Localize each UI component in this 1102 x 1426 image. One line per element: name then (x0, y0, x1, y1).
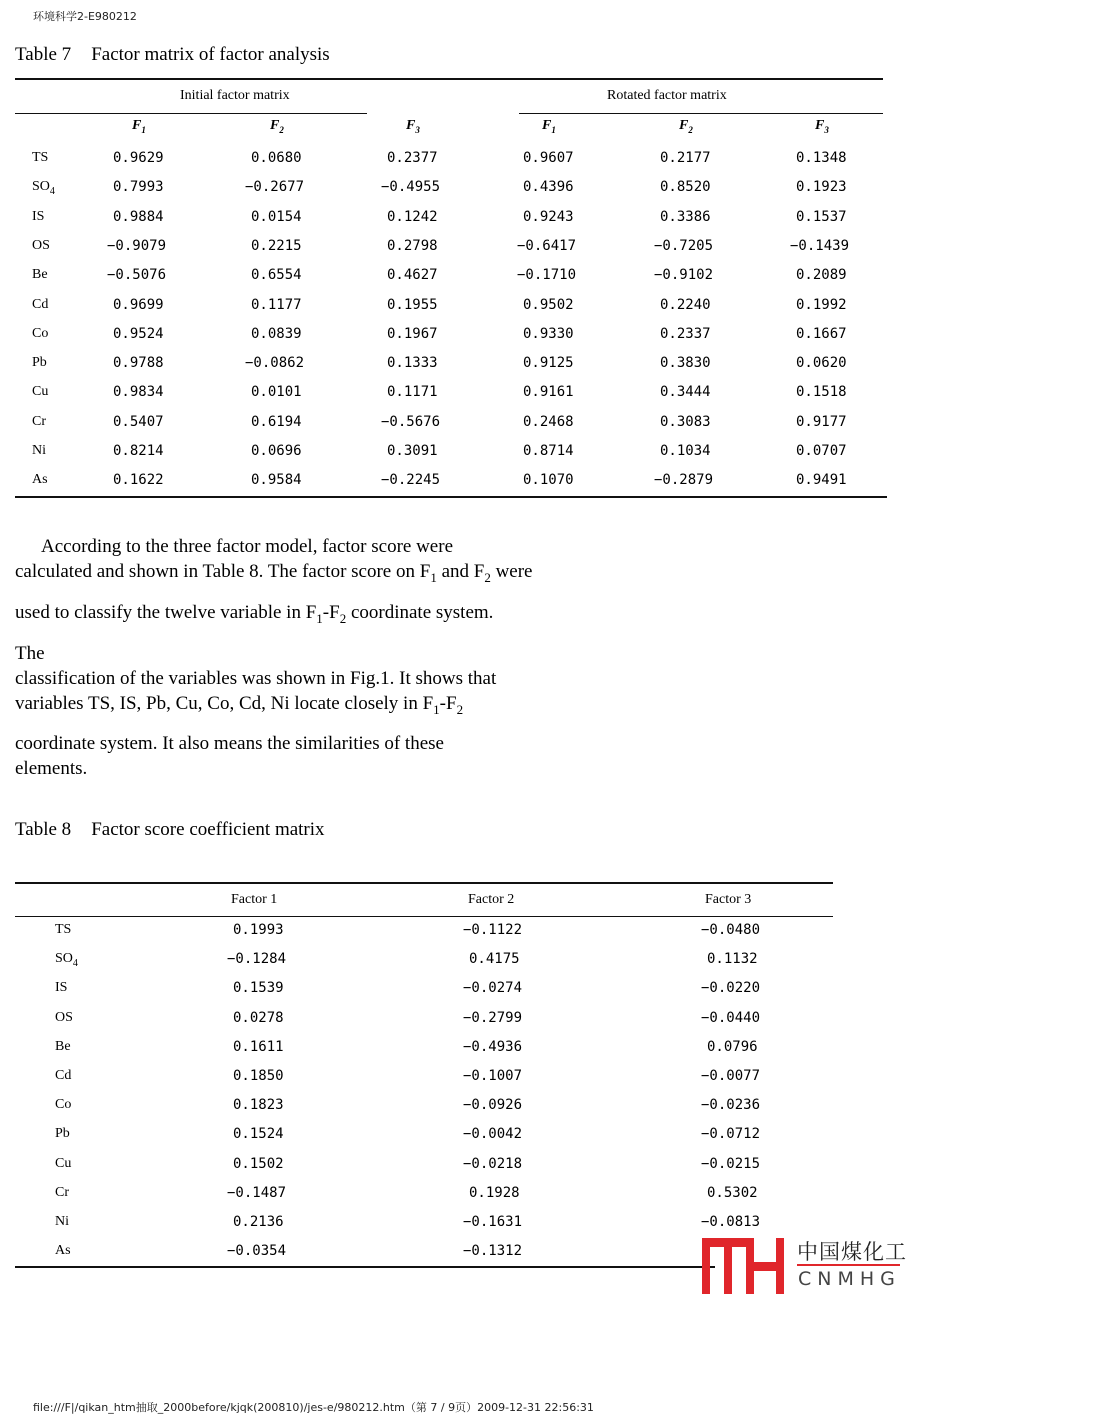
table7-cell: −0.2245 (381, 472, 441, 489)
paragraph-line: calculated and shown in Table 8. The factor score on $F_1$ and $F_2$ were (15, 561, 533, 585)
table7-cell: 0.1622 (113, 472, 164, 489)
table7-cell: 0.3444 (660, 384, 711, 401)
table8-bottom-rule (15, 1266, 715, 1268)
table7-cell: 0.2798 (387, 237, 438, 254)
table7-cell: 0.1923 (796, 179, 847, 196)
table7-cell: 0.1242 (387, 208, 438, 225)
footer-path: file:///F|/qikan_htm抽取_2000before/kjqk(200810)/jes-e/980212.htm（第 7 / 9页）2009-12-31 22:56:31 (33, 1401, 594, 1414)
table8-col-header: Factor 1 (231, 892, 278, 907)
paragraph-line: elements. (15, 758, 88, 780)
table7-cell: 0.0620 (796, 355, 847, 372)
table7-cell: 0.9788 (113, 355, 164, 372)
table7-caption: Table 7 Factor matrix of factor analysis (15, 44, 330, 65)
table8-cell: 0.1539 (233, 980, 284, 997)
table8-cell: −0.0354 (227, 1243, 287, 1260)
table8-header-rule (15, 916, 833, 917)
table7-cell: 0.1070 (523, 472, 574, 489)
paragraph-line: used to classify the twelve variable in $F_1-F_2$ coordinate system. (15, 601, 494, 626)
table8-cell: 0.2136 (233, 1214, 284, 1230)
table8-row-label: TS (55, 922, 72, 937)
table8-cell: −0.1122 (463, 922, 523, 938)
table8-col-header: Factor 2 (468, 892, 515, 907)
table7-row-label: As (32, 472, 48, 488)
table7-cell: 0.7993 (113, 179, 164, 196)
table8-cell: 0.0796 (707, 1038, 758, 1055)
table7-cell: 0.1518 (796, 384, 847, 401)
table8-cell: −0.2799 (463, 1009, 523, 1026)
table7-cell: 0.3091 (387, 443, 438, 459)
table7-cell: 0.9243 (523, 208, 574, 225)
table7-cell: 0.1034 (660, 443, 711, 459)
table8-row-label: Ni (55, 1214, 69, 1229)
table7-cell: 0.1537 (796, 208, 847, 225)
table7-cell: 0.0707 (796, 443, 847, 459)
table8-cell: −0.0042 (463, 1126, 523, 1143)
table8-cell: 0.1928 (469, 1184, 520, 1201)
table7-cell: 0.2240 (660, 296, 711, 313)
table8-cell: −0.0926 (463, 1097, 523, 1114)
table7-cell: 0.9629 (113, 150, 164, 166)
table7-col-header: $F_1$ (542, 118, 556, 135)
table7-group-rotated: Rotated factor matrix (607, 88, 727, 103)
table7-cell: −0.1710 (517, 267, 577, 284)
table8-row-label: $SO_4$ (55, 951, 78, 969)
table8-caption: Table 8 Factor score coefficient matrix (15, 819, 325, 840)
header-title: 环境科学2-E980212 (33, 10, 137, 23)
table7-cell: 0.1955 (387, 296, 438, 313)
cnmhg-logo-en: CNMHG (798, 1268, 901, 1290)
table8-cell: 0.1132 (707, 951, 758, 968)
table7-cell: −0.1439 (790, 237, 850, 254)
table8-cell: −0.1487 (227, 1184, 287, 1201)
table7-cell: 0.5407 (113, 413, 164, 430)
table7-cell: −0.7205 (654, 237, 714, 254)
table8-row-label: Co (55, 1097, 72, 1113)
table7-cell: 0.0154 (251, 208, 302, 225)
table7-col-header: $F_3$ (815, 118, 829, 135)
table8-cell: 0.1993 (233, 922, 284, 938)
table8-row-label: IS (55, 980, 68, 996)
table8-cell: −0.1284 (227, 951, 287, 968)
table7-row-label: Ni (32, 443, 46, 458)
table7-cell: −0.9079 (107, 237, 167, 254)
table8-top-rule (15, 882, 833, 884)
table7-cell: 0.9491 (796, 472, 847, 489)
table7-cell: −0.4955 (381, 179, 441, 196)
table7-cell: 0.2468 (523, 413, 574, 430)
table7-cell: 0.1667 (796, 325, 847, 342)
table7-cell: 0.2215 (251, 237, 302, 254)
table7-cell: 0.9884 (113, 208, 164, 225)
table7-cell: 0.9524 (113, 325, 164, 342)
table7-col-header: $F_2$ (270, 118, 284, 135)
table8-cell: −0.0077 (701, 1068, 761, 1084)
table8-cell: 0.1823 (233, 1097, 284, 1114)
paragraph-line: According to the three factor model, factor score were (41, 536, 453, 557)
paragraph (15, 534, 615, 781)
table8-cell: −0.0220 (701, 980, 761, 997)
table7-row-label: Cd (32, 296, 49, 312)
table7-initial-rule (15, 113, 367, 114)
table8-cell: −0.0274 (463, 980, 523, 997)
table8-cell: 0.1524 (233, 1126, 284, 1143)
cnmhg-logo-divider (797, 1264, 900, 1266)
table7-cell: 0.0680 (251, 150, 302, 166)
table7-rotated-rule (519, 113, 883, 114)
table7-cell: 0.9584 (251, 472, 302, 489)
table7-row-label: Cr (32, 413, 46, 429)
table7-cell: 0.0101 (251, 384, 302, 401)
paragraph-line: The (15, 642, 45, 664)
table8-cell: 0.1850 (233, 1068, 284, 1084)
table7-cell: 0.2377 (387, 150, 438, 166)
table8-cell: −0.0236 (701, 1097, 761, 1114)
cnmhg-logo-cn: 中国煤化工 (797, 1240, 907, 1264)
table7-row-label: Cu (32, 384, 49, 400)
table7-row-label: TS (32, 150, 49, 165)
table7-cell: 0.9699 (113, 296, 164, 313)
table7-cell: 0.0839 (251, 325, 302, 342)
table7-cell: −0.0862 (245, 355, 305, 372)
table7-cell: −0.5676 (381, 413, 441, 430)
table7-cell: 0.9125 (523, 355, 574, 372)
table7-cell: −0.2879 (654, 472, 714, 489)
table7-cell: 0.8214 (113, 443, 164, 459)
paragraph-line: classification of the variables was shown in Fig.1. It shows that (15, 667, 497, 689)
table8-cell: −0.0712 (701, 1126, 761, 1143)
table7-cell: 0.8714 (523, 443, 574, 459)
cnmhg-logo-mark (700, 1236, 792, 1296)
table8-row-label: Cu (55, 1155, 72, 1171)
table7-cell: 0.3386 (660, 208, 711, 225)
table8-cell: −0.0218 (463, 1155, 523, 1172)
table7-cell: 0.8520 (660, 179, 711, 196)
table7-cell: 0.1992 (796, 296, 847, 313)
table7-bottom-rule (15, 496, 887, 498)
table8-cell: −0.0215 (701, 1155, 761, 1172)
paragraph-line: coordinate system. It also means the similarities of these (15, 733, 444, 755)
table8-row-label: As (55, 1243, 71, 1259)
table7-row-label: IS (32, 208, 45, 224)
table7-row-label: OS (32, 237, 50, 253)
table7-cell: 0.3083 (660, 413, 711, 430)
table7-cell: 0.4627 (387, 267, 438, 284)
table7-cell: −0.2677 (245, 179, 305, 196)
table8-cell: 0.5302 (707, 1184, 758, 1201)
table8-cell: 0.1611 (233, 1038, 284, 1055)
table8 (15, 882, 833, 1272)
table7-row-label: Co (32, 325, 49, 341)
table8-cell: −0.0480 (701, 922, 761, 938)
table7-row-label: $SO_4$ (32, 179, 55, 198)
table7-col-header: $F_1$ (132, 118, 146, 135)
table7-cell: 0.9330 (523, 325, 574, 342)
table7-cell: 0.2089 (796, 267, 847, 284)
table7-cell: 0.9607 (523, 150, 574, 166)
cnmhg-logo (700, 1236, 910, 1296)
table8-row-label: Pb (55, 1126, 70, 1142)
table7-cell: 0.3830 (660, 355, 711, 372)
table8-cell: −0.1631 (463, 1214, 523, 1230)
table8-cell: −0.4936 (463, 1038, 523, 1055)
table7-col-header: $F_2$ (679, 118, 693, 135)
table8-cell: −0.0440 (701, 1009, 761, 1026)
table7-cell: 0.1177 (251, 296, 302, 313)
table8-row-label: OS (55, 1009, 73, 1025)
table7 (15, 78, 883, 498)
table8-col-header: Factor 3 (705, 892, 752, 907)
table7-cell: 0.9502 (523, 296, 574, 313)
table7-cell: 0.1333 (387, 355, 438, 372)
table7-cell: 0.6554 (251, 267, 302, 284)
table7-cell: 0.0696 (251, 443, 302, 459)
table7-row-label: Be (32, 267, 48, 283)
table7-cell: −0.9102 (654, 267, 714, 284)
table8-cell: −0.0813 (701, 1214, 761, 1230)
table8-cell: −0.1312 (463, 1243, 523, 1260)
table7-cell: 0.2337 (660, 325, 711, 342)
table7-cell: 0.9177 (796, 413, 847, 430)
table8-cell: 0.1502 (233, 1155, 284, 1172)
table7-cell: 0.4396 (523, 179, 574, 196)
table8-row-label: Be (55, 1038, 71, 1054)
table7-col-header: $F_3$ (406, 118, 420, 135)
table8-cell: 0.0278 (233, 1009, 284, 1026)
table7-group-initial: Initial factor matrix (180, 88, 290, 103)
table7-cell: 0.9161 (523, 384, 574, 401)
table7-cell: 0.1967 (387, 325, 438, 342)
table7-cell: −0.6417 (517, 237, 577, 254)
table8-row-label: Cr (55, 1184, 69, 1200)
table7-cell: 0.1171 (387, 384, 438, 401)
table8-row-label: Cd (55, 1068, 72, 1083)
table7-cell: −0.5076 (107, 267, 167, 284)
table7-row-label: Pb (32, 355, 47, 371)
table7-cell: 0.1348 (796, 150, 847, 166)
table7-cell: 0.2177 (660, 150, 711, 166)
table7-cell: 0.6194 (251, 413, 302, 430)
table7-top-rule (15, 78, 883, 80)
table8-cell: 0.4175 (469, 951, 520, 968)
table7-cell: 0.9834 (113, 384, 164, 401)
paragraph-line: variables TS, IS, Pb, Cu, Co, Cd, Ni locate closely in $F_1-F_2$ (15, 692, 464, 717)
table8-cell: −0.1007 (463, 1068, 523, 1084)
